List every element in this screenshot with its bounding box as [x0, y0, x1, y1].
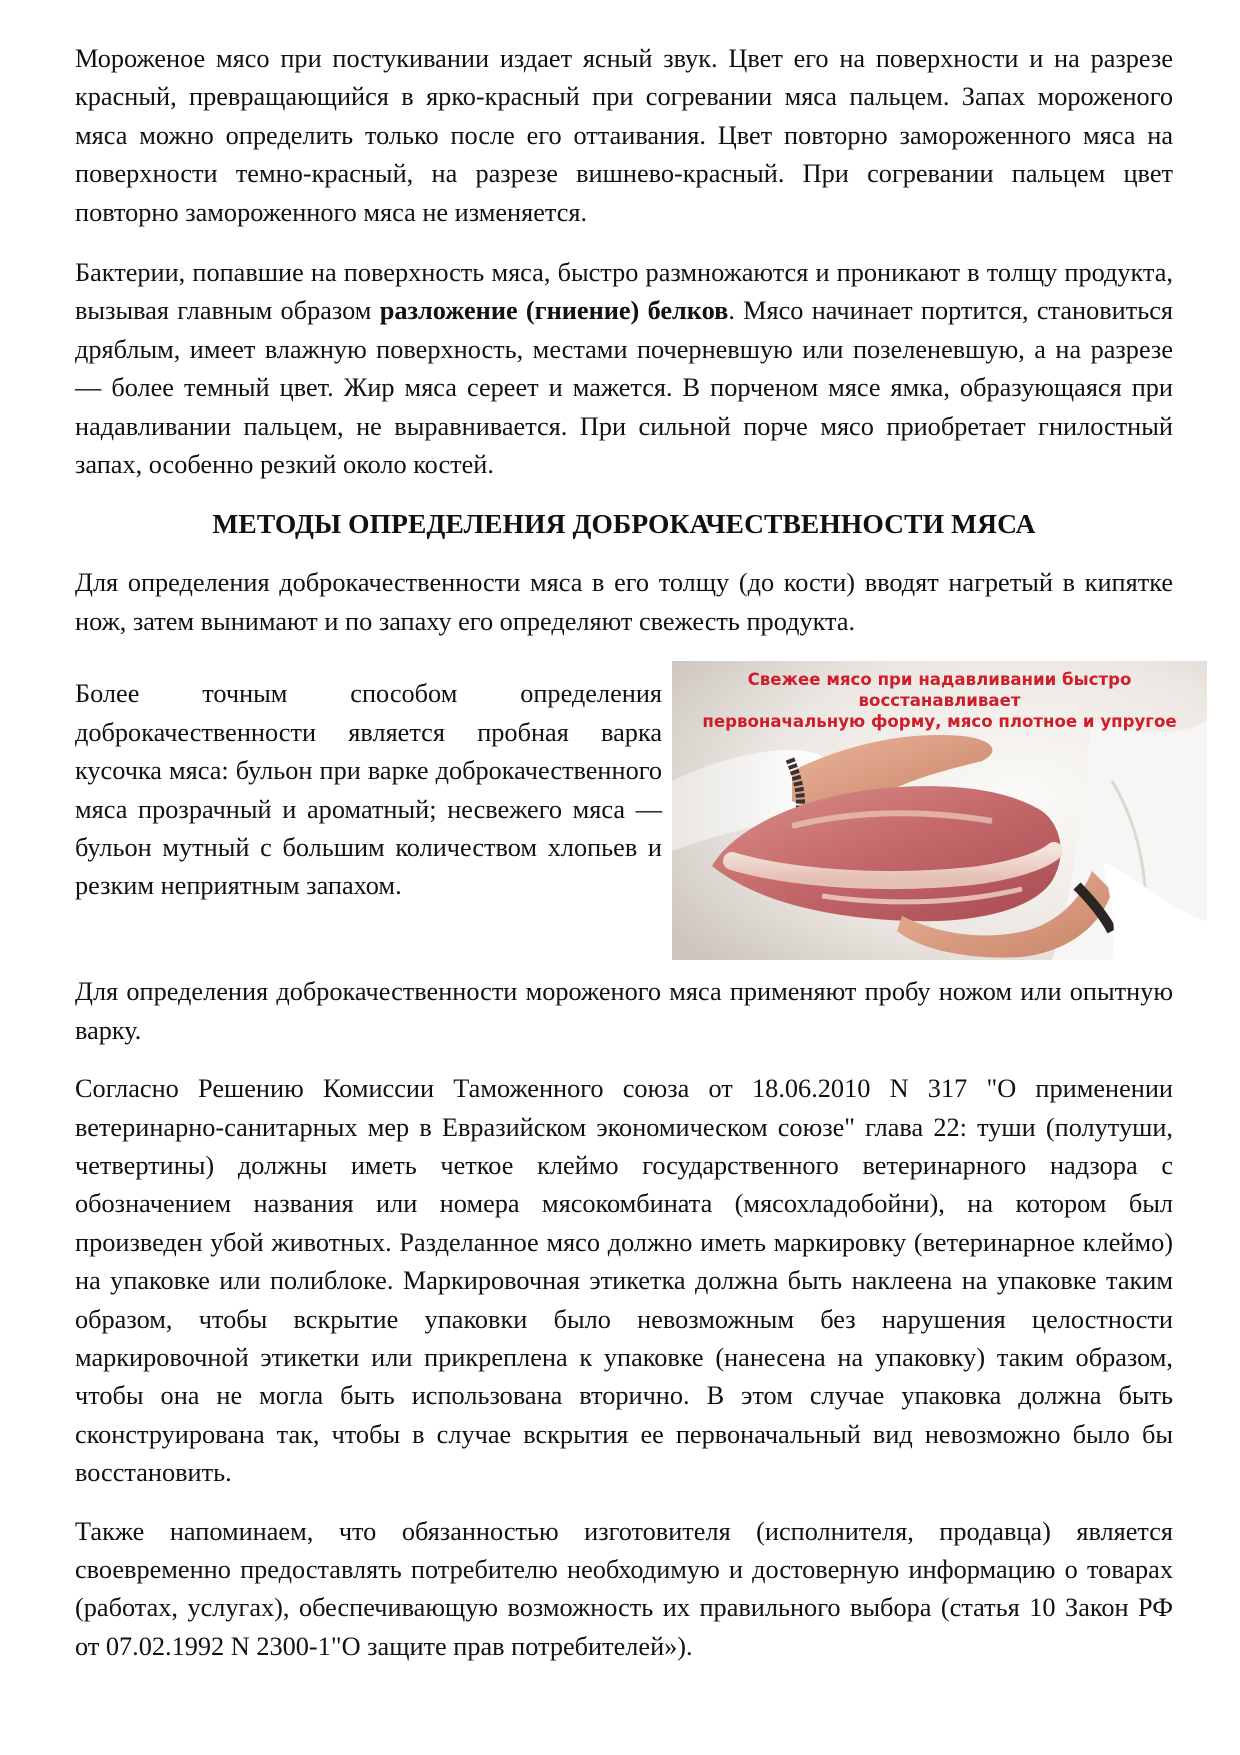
paragraph-bacteria-start: Бактерии, попавшие на поверхность мяса, быстро размножаются и проникают в толщу продукта, вызывая главным образом: [75, 258, 1173, 326]
paragraph-trial-cooking: Более точным способом определения доброкачественности является пробная варка кусочка мяса: бульон при варке доброкачественного мяса прозрачный и ароматный; несвежего мяса — бульон мутный с большим количеством хлопьев и резким неприятным запахом.: [75, 679, 662, 901]
paragraph-manufacturer-duty: Также напоминаем, что обязанностью изготовителя (исполнителя, продавца) является своевременно предоставлять потребителю необходимую и достоверную информацию о товарах (работах, услугах), обеспечивающую возможность их правильного выбора (статья 10 Закон РФ от 07.02.1992 N 2300-1"О защите прав потребителей»).: [75, 1516, 1173, 1661]
figure-row: [75, 661, 1177, 961]
paragraph-frozen-test: Для определения доброкачественности мороженого мяса применяют пробу ножом или опытную варку.: [75, 977, 1173, 1045]
photo-caption-line-2: первоначальную форму, мясо плотное и упругое: [702, 712, 1177, 732]
photo-caption-line-1: Свежее мясо при надавливании быстро восстанавливает: [747, 670, 1132, 711]
paragraph-bacteria-bold: разложение (гниение) белков: [379, 296, 729, 326]
paragraph-frozen-meat: Мороженое мясо при постукивании издает ясный звук. Цвет его на поверхности и на разрезе красный, превращающийся в ярко-красный при согревании мяса пальцем. Запах мороженого мяса можно определить только после его оттаивания. Цвет повторно замороженного мяса на поверхности темно-красный, на разрезе вишнево-красный. При согревании пальцем цвет повторно замороженного мяса не изменяется.: [75, 44, 1173, 227]
paragraph-bacteria-end: . Мясо начинает портится, становиться дряблым, имеет влажную поверхность, местами почерневшую или позеленевшую, а на разрезе — более темный цвет. Жир мяса сереет и мажется. В порченом мясе ямка, образующаяся при надавливании пальцем, не выравнивается. При сильной порче мясо приобретает гнилостный запах, особенно резкий около костей.: [75, 296, 1173, 480]
paragraph-bacteria: [75, 254, 1173, 484]
paragraph-knife-test: Для определения доброкачественности мяса в его толщу (до кости) вводят нагретый в кипятке нож, затем вынимают и по запаху его определяют свежесть продукта.: [75, 568, 1173, 636]
photo-caption: [672, 669, 1207, 732]
document-page: [75, 40, 1177, 1686]
paragraph-customs-decision: Согласно Решению Комиссии Таможенного союза от 18.06.2010 N 317 "О применении ветеринарно-санитарных мер в Евразийском экономическом союзе" глава 22: туши (полутуши, четвертины) должны иметь четкое клеймо государственного ветеринарного надзора с обозначением названия или номера мясокомбината (мясохладобойни), на котором был произведен убой животных. Разделанное мясо должно иметь маркировку (ветеринарное клеймо) на упаковке или полиблоке. Маркировочная этикетка должна быть наклеена на упаковке таким образом, чтобы вскрытие упаковки было невозможным без нарушения целостности маркировочной этикетки или прикреплена к упаковке (нанесена на упаковку) таким образом, чтобы она не могла быть использована вторично. В этом случае упаковка должна быть сконструирована так, чтобы в случае вскрытия ее первоначальный вид невозможно было бы восстановить.: [75, 1074, 1173, 1488]
section-heading: МЕТОДЫ ОПРЕДЕЛЕНИЯ ДОБРОКАЧЕСТВЕННОСТИ МЯСА: [212, 508, 1036, 540]
meat-photo: [672, 661, 1207, 960]
